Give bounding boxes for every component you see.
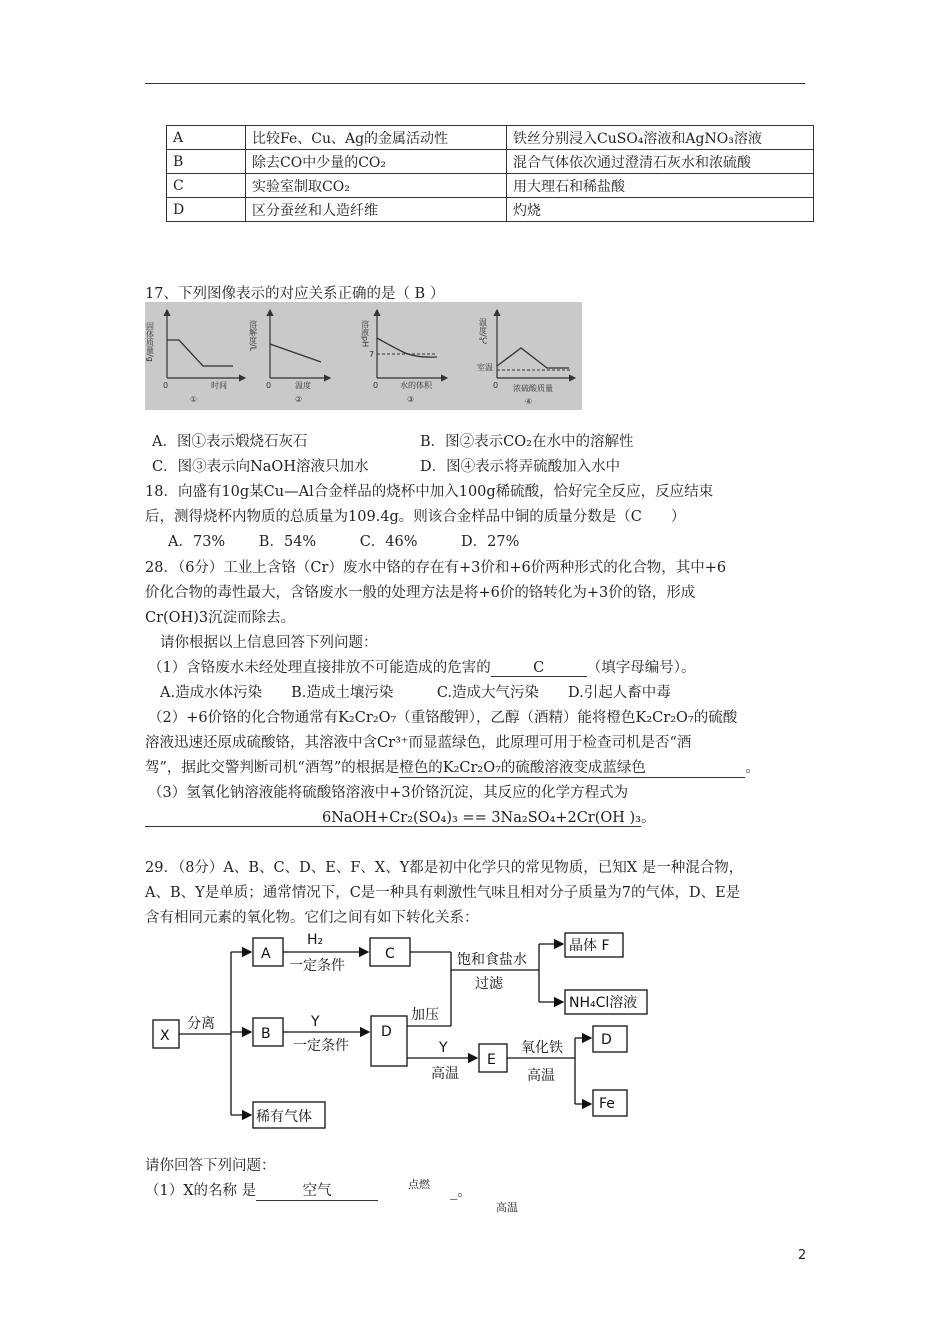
diagram-fe: Fe — [599, 1096, 615, 1112]
q17-option-c: C．图③表示向NaOH溶液只加水 — [152, 459, 369, 475]
q29-ask: 请你回答下列问题： — [145, 1158, 276, 1174]
g2-ylabel: 溶解度/L — [248, 320, 258, 352]
q28-p2-line1: （2）+6价铬的化合物通常有K₂Cr₂O₇（重铬酸钾），乙醇（酒精）能将橙色K₂Cr₂O₇的硫酸 — [148, 710, 738, 726]
g4-origin: 0 — [493, 381, 499, 390]
g2-origin: 0 — [266, 381, 272, 390]
options-table — [166, 125, 814, 222]
q29-flow-diagram — [145, 928, 665, 1138]
diagram-nh4cl: NH₄Cl溶液 — [569, 995, 638, 1011]
q28-p3-line1: （3）氢氧化钠溶液能将硫酸铬溶液中+3价铬沉淀，其反应的化学方程式为 — [148, 785, 629, 801]
g3-origin: 0 — [373, 381, 379, 390]
q17-graphs-image — [145, 302, 582, 410]
graph-2 — [249, 310, 331, 404]
q17-graphs-svg — [145, 302, 582, 410]
g4-num: ④ — [525, 397, 533, 406]
graph-4 — [477, 310, 575, 406]
table-cell: 混合气体依次通过澄清石灰水和浓硫酸 — [507, 150, 814, 174]
header-rule — [145, 83, 805, 84]
table-cell: 用大理石和稀盐酸 — [507, 174, 814, 198]
g2-num: ② — [295, 395, 303, 404]
g1-num: ① — [190, 395, 198, 404]
q28-p2-line3 — [145, 756, 760, 778]
g1-origin: 0 — [163, 381, 169, 390]
graph-3 — [361, 310, 448, 404]
g4-tick: 室温 — [477, 363, 493, 372]
table-cell: 灼烧 — [507, 198, 814, 222]
q28-p2-answer: 橙色的K₂Cr₂O₇的硫酸溶液变成蓝绿色 — [399, 756, 745, 778]
q17-option-a: A．图①表示煅烧石灰石 — [152, 434, 308, 450]
q29-p1-end: _。 — [450, 1184, 472, 1200]
g3-tick: 7 — [369, 350, 375, 359]
diagram-brine: 饱和食盐水 — [457, 952, 527, 968]
q29-p1-prefix: （1）X的名称 是 — [145, 1183, 257, 1199]
table-cell: 区分蚕丝和人造纤维 — [246, 198, 507, 222]
q28-p2-line2: 溶液迅速还原成硫酸铬，其溶液中含Cr³⁺而显蓝绿色，此原理可用于检查司机是否“酒 — [145, 735, 692, 751]
diagram-e: E — [487, 1052, 496, 1068]
table-cell: 比较Fe、Cu、Ag的金属活动性 — [246, 126, 507, 150]
table-cell: 实验室制取CO₂ — [246, 174, 507, 198]
q29-line1: 29．（8分）A、B、C、D、E、F、X、Y都是初中化学只的常见物质，已知X 是一种混合物， — [145, 860, 744, 876]
diagram-x: X — [160, 1028, 170, 1044]
diagram-separate: 分离 — [187, 1016, 215, 1032]
g4-ylabel: 温度/℃ — [478, 318, 488, 346]
q29-hot-label: 高温 — [496, 1201, 518, 1214]
diagram-d1: D — [381, 1024, 392, 1040]
q28-p2-end: 。 — [745, 760, 760, 776]
table-cell: 铁丝分别浸入CuSO₄溶液和AgNO₃溶液 — [507, 126, 814, 150]
diagram-c: C — [385, 946, 395, 962]
g4-xlabel: 浓硫酸质量 — [513, 384, 553, 393]
diagram-fe2o3: 氧化铁 — [521, 1040, 563, 1056]
diagram-y2: Y — [439, 1040, 448, 1056]
g2-xlabel: 温度 — [295, 381, 311, 390]
g1-xlabel: 时间 — [211, 381, 227, 390]
diagram-b: B — [261, 1026, 271, 1042]
q28-p2-prefix: 驾”，据此交警判断司机“酒驾”的根据是 — [145, 760, 400, 776]
table-cell: B — [167, 150, 246, 174]
g3-ylabel: 溶液pH — [360, 320, 370, 348]
g3-xlabel: 水的体积 — [400, 381, 432, 390]
graph-1 — [146, 310, 246, 404]
diagram-a: A — [261, 946, 271, 962]
q17-option-b: B．图②表示CO₂在水中的溶解性 — [420, 434, 634, 450]
q28-p1-suffix: （填字母编号）。 — [586, 660, 696, 676]
table-row — [167, 150, 814, 174]
q29-line3: 含有相同元素的氧化物。它们之间有如下转化关系： — [145, 910, 479, 926]
diagram-d2: D — [601, 1032, 612, 1048]
g1-ylabel: 固体质量/g — [145, 322, 155, 362]
q17-stem: 17、下列图像表示的对应关系正确的是（ B ） — [145, 286, 445, 302]
g3-num: ③ — [407, 395, 415, 404]
q28-line4: 请你根据以上信息回答下列问题： — [160, 635, 378, 651]
q28-part1 — [148, 656, 695, 677]
diagram-y1: Y — [311, 1014, 320, 1030]
diagram-press: 加压 — [411, 1007, 439, 1023]
q28-p3-answer: 6NaOH+Cr₂(SO₄)₃ == 3Na₂SO₄+2Cr(OH )₃ — [145, 810, 641, 827]
q28-line3: Cr(OH)3沉淀而除去。 — [145, 610, 296, 626]
table-row — [167, 174, 814, 198]
q28-line2: 价化合物的毒性最大，含铬废水一般的处理方法是将+6价的铬转化为+3价的铬，形成 — [145, 585, 696, 601]
q28-p1-prefix: （1）含铬废水未经处理直接排放不可能造成的危害的 — [148, 660, 491, 676]
q28-p1-options: A.造成水体污染 B.造成土壤污染 C.造成大气污染 D.引起人畜中毒 — [160, 685, 671, 701]
diagram-rare-gas: 稀有气体 — [256, 1109, 312, 1125]
q18-line1: 18．向盛有10g某Cu—Al合金样品的烧杯中加入100g稀硫酸，恰好完全反应，反应结束 — [145, 484, 714, 500]
q28-line1: 28．（6分）工业上含铬（Cr）废水中铬的存在有+3价和+6价两种形式的化合物，其中+6 — [145, 560, 727, 576]
q29-ignite-label: 点燃 — [408, 1178, 430, 1191]
q28-p3-end: 。 — [641, 810, 656, 826]
diagram-cond2: 一定条件 — [293, 1038, 349, 1054]
table-cell: D — [167, 198, 246, 222]
q28-p1-answer: C — [491, 660, 587, 677]
diagram-h2: H₂ — [307, 932, 324, 948]
q29-line2: A、B、Y是单质；通常情况下，C是一种具有刺激性气味且相对分子质量为7的气体，D、E是 — [145, 885, 741, 901]
table-cell: C — [167, 174, 246, 198]
q28-p3-line2 — [145, 806, 656, 827]
page-number: 2 — [798, 1248, 807, 1263]
table-cell: A — [167, 126, 246, 150]
diagram-hot1: 高温 — [431, 1066, 459, 1082]
q29-p1-answer: 空气 — [256, 1179, 378, 1201]
q18-options: A．73% B．54% C．46% D．27% — [168, 534, 520, 550]
table-cell: 除去CO中少量的CO₂ — [246, 150, 507, 174]
table-row — [167, 126, 814, 150]
diagram-filter: 过滤 — [475, 976, 503, 992]
q18-line2: 后，测得烧杯内物质的总质量为109.4g。则该合金样品中铜的质量分数是（C ） — [145, 509, 686, 525]
q29-part1 — [145, 1179, 378, 1201]
diagram-cond1: 一定条件 — [289, 958, 345, 974]
diagram-hot2: 高温 — [527, 1068, 555, 1084]
table-row — [167, 198, 814, 222]
diagram-f: 晶体 F — [569, 938, 610, 954]
q17-option-d: D．图④表示将弄硫酸加入水中 — [420, 459, 621, 475]
